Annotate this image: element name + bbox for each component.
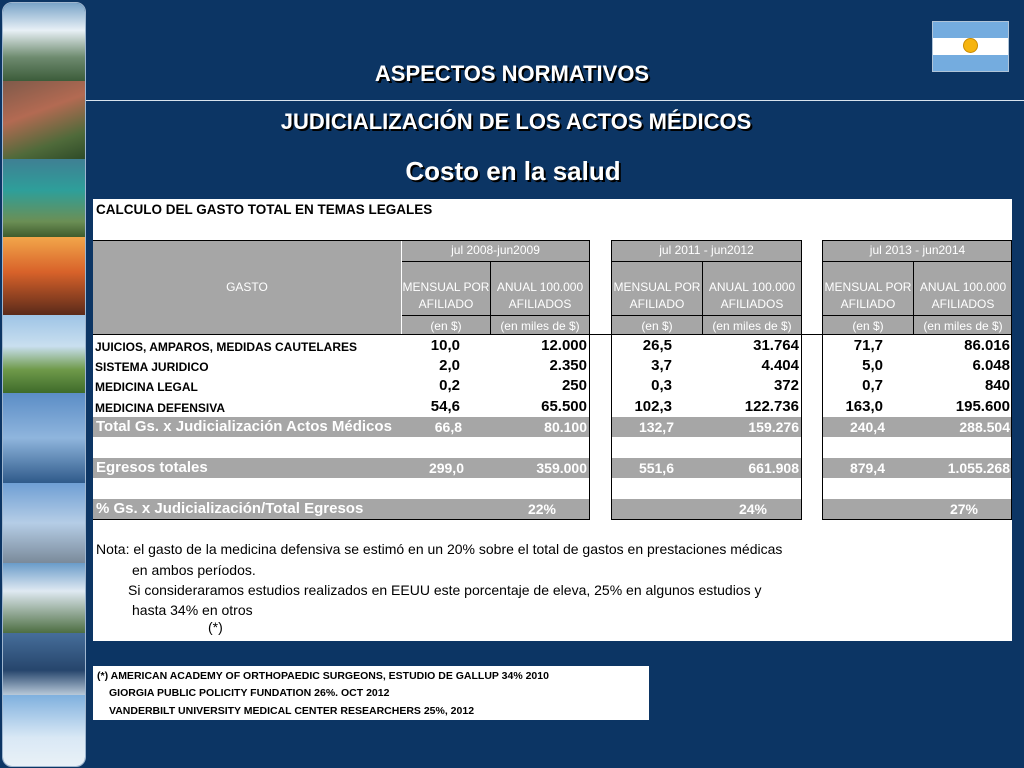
cell: 26,5 bbox=[642, 337, 672, 354]
sun-icon bbox=[964, 39, 977, 52]
photo-mountain-lake bbox=[3, 563, 85, 633]
cell: 240,4 bbox=[849, 419, 885, 435]
cell: 122.736 bbox=[744, 398, 799, 415]
title-aspectos: ASPECTOS NORMATIVOS bbox=[374, 61, 650, 86]
cell: 372 bbox=[773, 377, 799, 394]
cell: 6.048 bbox=[972, 357, 1010, 374]
photo-strip bbox=[2, 2, 86, 767]
note-asterisk: (*) bbox=[208, 619, 223, 635]
cell: 132,7 bbox=[638, 419, 674, 435]
unit-mensual-2: (en $) bbox=[641, 319, 673, 333]
row-defensiva-label: MEDICINA DEFENSIVA bbox=[95, 401, 226, 415]
cell: 288.504 bbox=[959, 419, 1010, 435]
cell: 551,6 bbox=[638, 460, 674, 476]
note-line-4: hasta 34% en otros bbox=[132, 602, 253, 618]
cell: 2.350 bbox=[549, 357, 587, 374]
cell: 71,7 bbox=[853, 337, 883, 354]
cell: 86.016 bbox=[964, 337, 1010, 354]
mensual-header-1: MENSUAL POR AFILIADO bbox=[402, 280, 490, 311]
anual-header-3: ANUAL 100.000 AFILIADOS bbox=[919, 280, 1007, 311]
header-divider bbox=[86, 100, 1024, 101]
cell: 22% bbox=[527, 501, 556, 517]
reference-2: GIORGIA PUBLIC POLICITY FUNDATION 26%. OCT 2012 bbox=[109, 687, 390, 699]
note-line-1: Nota: el gasto de la medicina defensiva se estimó en un 20% sobre el total de gastos en prestaciones médicas bbox=[96, 541, 783, 557]
reference-3: VANDERBILT UNIVERSITY MEDICAL CENTER RESEARCHERS 25%, 2012 bbox=[109, 705, 475, 717]
cell: 12.000 bbox=[541, 337, 587, 354]
photo-waterfall bbox=[3, 3, 85, 81]
cell: 4.404 bbox=[761, 357, 799, 374]
cost-table-panel bbox=[93, 199, 1012, 641]
cell: 1.055.268 bbox=[947, 460, 1010, 476]
row-sistema-label: SISTEMA JURIDICO bbox=[95, 360, 209, 374]
cell: 840 bbox=[984, 377, 1010, 394]
gasto-header-cell bbox=[93, 240, 401, 334]
period-3-label: jul 2013 - jun2014 bbox=[869, 243, 966, 257]
unit-mensual-1: (en $) bbox=[430, 319, 462, 333]
cell: 163,0 bbox=[845, 398, 883, 415]
note-line-2: en ambos períodos. bbox=[132, 562, 256, 578]
row-juicios-label: JUICIOS, AMPAROS, MEDIDAS CAUTELARES bbox=[95, 340, 358, 354]
total-row-label: Total Gs. x Judicialización Actos Médicos bbox=[96, 418, 392, 435]
cell: 54,6 bbox=[430, 398, 460, 415]
cell: 195.600 bbox=[955, 398, 1010, 415]
cell: 3,7 bbox=[651, 357, 672, 374]
cell: 359.000 bbox=[536, 460, 587, 476]
cell: 65.500 bbox=[541, 398, 587, 415]
photo-glacier bbox=[3, 695, 85, 766]
unit-anual-2: (en miles de $) bbox=[712, 319, 792, 333]
cell: 0,7 bbox=[862, 377, 883, 394]
photo-palm-sunset bbox=[3, 237, 85, 315]
cell: 661.908 bbox=[748, 460, 799, 476]
photo-whale bbox=[3, 633, 85, 695]
photo-colored-hills bbox=[3, 81, 85, 159]
cell: 0,2 bbox=[439, 377, 460, 394]
table-caption: CALCULO DEL GASTO TOTAL EN TEMAS LEGALES bbox=[96, 202, 433, 217]
cell: 10,0 bbox=[430, 337, 460, 354]
title-costo: Costo en la salud bbox=[405, 156, 621, 186]
photo-river-boat bbox=[3, 159, 85, 237]
cell: 5,0 bbox=[862, 357, 883, 374]
row-legal-label: MEDICINA LEGAL bbox=[95, 380, 198, 394]
cell: 102,3 bbox=[634, 398, 672, 415]
cell: 2,0 bbox=[439, 357, 460, 374]
title-judicializacion: JUDICIALIZACIÓN DE LOS ACTOS MÉDICOS bbox=[280, 109, 752, 134]
photo-city-skyline bbox=[3, 483, 85, 563]
cell: 80.100 bbox=[544, 419, 587, 435]
unit-anual-1: (en miles de $) bbox=[500, 319, 580, 333]
reference-1: (*) AMERICAN ACADEMY OF ORTHOPAEDIC SURGEONS, ESTUDIO DE GALLUP 34% 2010 bbox=[97, 670, 549, 682]
egresos-row-label: Egresos totales bbox=[96, 459, 208, 476]
unit-mensual-3: (en $) bbox=[852, 319, 884, 333]
period-1-label: jul 2008-jun2009 bbox=[451, 243, 540, 257]
note-line-3: Si consideraramos estudios realizados en EEUU este porcentaje de eleva, 25% en algunos estudios y bbox=[128, 582, 762, 598]
cell: 299,0 bbox=[428, 460, 464, 476]
mensual-header-2: MENSUAL POR AFILIADO bbox=[613, 280, 701, 311]
cell: 0,3 bbox=[651, 377, 672, 394]
anual-header-2: ANUAL 100.000 AFILIADOS bbox=[708, 280, 796, 311]
cell: 31.764 bbox=[753, 337, 799, 354]
cell: 66,8 bbox=[434, 419, 462, 435]
gasto-header: GASTO bbox=[226, 280, 268, 294]
cell: 27% bbox=[949, 501, 978, 517]
anual-header-1: ANUAL 100.000 AFILIADOS bbox=[496, 280, 584, 311]
pct-row-label: % Gs. x Judicialización/Total Egresos bbox=[96, 500, 364, 517]
references-box bbox=[93, 666, 649, 720]
cell: 159.276 bbox=[748, 419, 799, 435]
cell: 24% bbox=[738, 501, 767, 517]
unit-anual-3: (en miles de $) bbox=[923, 319, 1003, 333]
cell: 250 bbox=[561, 377, 587, 394]
mensual-header-3: MENSUAL POR AFILIADO bbox=[824, 280, 912, 311]
argentina-flag-icon bbox=[932, 21, 1009, 72]
cell: 879,4 bbox=[849, 460, 885, 476]
period-2-label: jul 2011 - jun2012 bbox=[659, 243, 754, 257]
photo-cattle-field bbox=[3, 315, 85, 393]
photo-obelisk-tango bbox=[3, 393, 85, 483]
